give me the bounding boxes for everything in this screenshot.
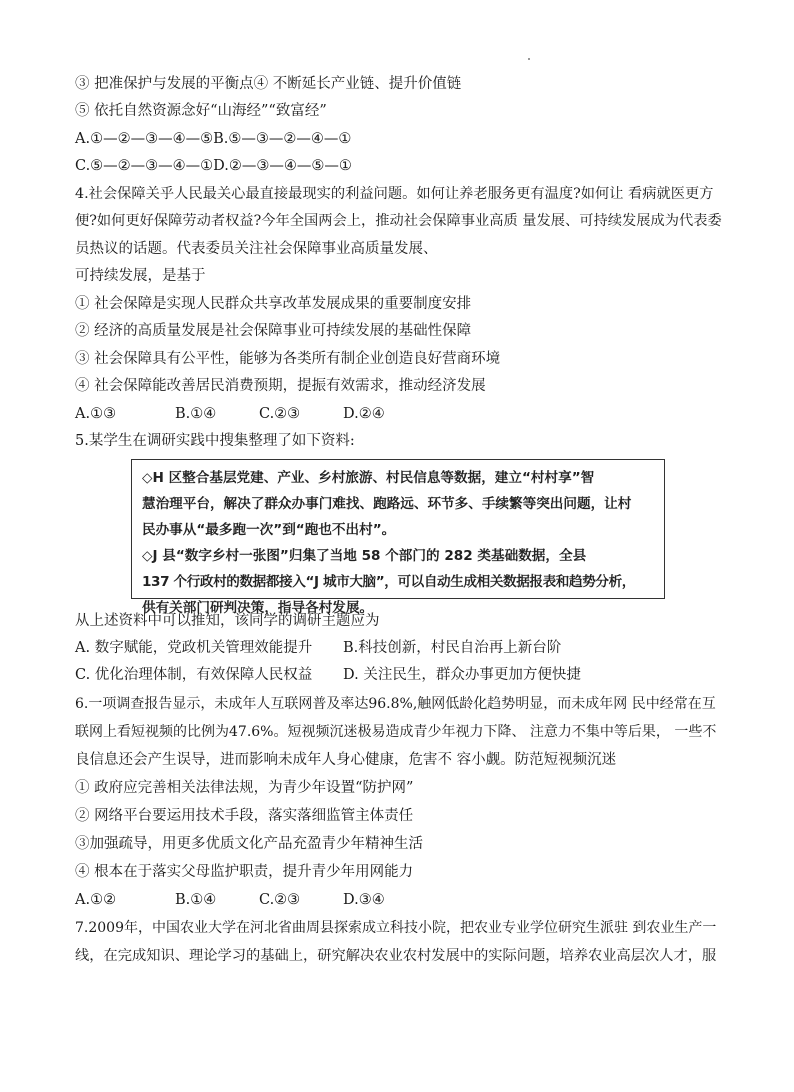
q5-stem: 5.某学生在调研实践中搜集整理了如下资料: xyxy=(75,433,355,449)
q5-material-line1: ◇H 区整合基层党建、产业、乡村旅游、村民信息等数据，建立“村村享”智 xyxy=(142,470,595,486)
q4-stem-line3: 员热议的话题。代表委员关注社会保障事业高质量发展、 xyxy=(75,241,438,257)
scan-speck xyxy=(528,58,530,60)
q5-material-line3: 民办事从“最多跑一次”到“跑也不出村”。 xyxy=(142,522,396,538)
q4-stem-line2: 便?如何更好保障劳动者权益?今年全国两会上，推动社会保障事业高质 量发展、可持续发展成为代表委 xyxy=(75,213,722,229)
q6-option-d: D.③④ xyxy=(343,892,385,908)
q3-line1: ③ 把准保护与发展的平衡点④ 不断延长产业链、提升价值链 xyxy=(75,76,462,92)
q5-material-line4: ◇J 县“数字乡村一张图”归集了当地 58 个部门的 282 类基础数据，全县 xyxy=(142,548,587,564)
q4-option-c: C.②③ xyxy=(259,406,301,422)
q6-stem-line3: 良信息还会产生误导，进而影响未成年人身心健康，危害不 容小觑。防范短视频沉迷 xyxy=(75,752,617,768)
q5-option-a: A. 数字赋能，党政机关管理效能提升 xyxy=(75,640,313,656)
q5-material-line2: 慧治理平台，解决了群众办事门难找、跑路远、环节多、手续繁等突出问题，让村 xyxy=(142,496,632,512)
q5-question: 从上述资料中可以推知，该同学的调研主题应为 xyxy=(75,613,380,629)
q4-option-b: B.①④ xyxy=(175,406,217,422)
q5-material-box xyxy=(131,459,665,616)
q5-material-line6: 供有关部门研判决策，指导各村发展。 xyxy=(142,600,374,616)
q6-item-4: ④ 根本在于落实父母监护职责，提升青少年用网能力 xyxy=(75,864,414,880)
q5-option-c: C. 优化治理体制，有效保障人民权益 xyxy=(75,667,313,683)
q4-stem-line4: 可持续发展，是基于 xyxy=(75,268,206,284)
q6-option-b: B.①④ xyxy=(175,892,217,908)
q5-option-b: B.科技创新，村民自治再上新台阶 xyxy=(343,640,562,656)
q6-item-3: ③加强疏导，用更多优质文化产品充盈青少年精神生活 xyxy=(75,836,423,852)
q4-item-1: ① 社会保障是实现人民群众共享改革发展成果的重要制度安排 xyxy=(75,296,472,312)
q4-stem-line1: 4.社会保障关乎人民最关心最直接最现实的利益问题。如何让养老服务更有温度?如何让 看病就医更方 xyxy=(75,186,714,202)
q7-stem-line1: 7.2009年，中国农业大学在河北省曲周县探索成立科技小院，把农业专业学位研究生派驻 到农业生产一 xyxy=(75,920,717,936)
q6-stem-line2: 联网上看短视频的比例为47.6%。短视频沉迷极易造成青少年视力下降、 注意力不集中等后果， 一些不 xyxy=(75,724,717,740)
q5-material-line5: 137 个行政村的数据都接入“J 城市大脑”，可以自动生成相关数据报表和趋势分析， xyxy=(142,574,635,590)
q4-option-a: A.①③ xyxy=(75,406,117,422)
q3-line2: ⑤ 依托自然资源念好“山海经”“致富经” xyxy=(75,103,327,119)
q4-item-2: ② 经济的高质量发展是社会保障事业可持续发展的基础性保障 xyxy=(75,323,472,339)
q6-item-1: ① 政府应完善相关法律法规，为青少年设置“防护网” xyxy=(75,780,414,796)
q6-option-c: C.②③ xyxy=(259,892,301,908)
q6-stem-line1: 6.一项调查报告显示，未成年人互联网普及率达96.8%,触网低龄化趋势明显，而未成年网 民中经常在互 xyxy=(75,696,716,712)
q3-options-row2: C.⑤—②—③—④—①D.②—③—④—⑤—① xyxy=(75,158,352,174)
q3-options-row1: A.①—②—③—④—⑤B.⑤—③—②—④—① xyxy=(75,131,352,147)
q5-option-d: D. 关注民生，群众办事更加方便快捷 xyxy=(343,667,581,683)
q6-item-2: ② 网络平台要运用技术手段，落实落细监管主体责任 xyxy=(75,808,414,824)
q6-option-a: A.①② xyxy=(75,892,117,908)
q4-item-4: ④ 社会保障能改善居民消费预期，提振有效需求，推动经济发展 xyxy=(75,378,486,394)
q7-stem-line2: 线，在完成知识、理论学习的基础上，研究解决农业农村发展中的实际问题，培养农业高层次人才，服 xyxy=(75,948,717,964)
q4-option-d: D.②④ xyxy=(343,406,385,422)
q4-item-3: ③ 社会保障具有公平性，能够为各类所有制企业创造良好营商环境 xyxy=(75,351,501,367)
